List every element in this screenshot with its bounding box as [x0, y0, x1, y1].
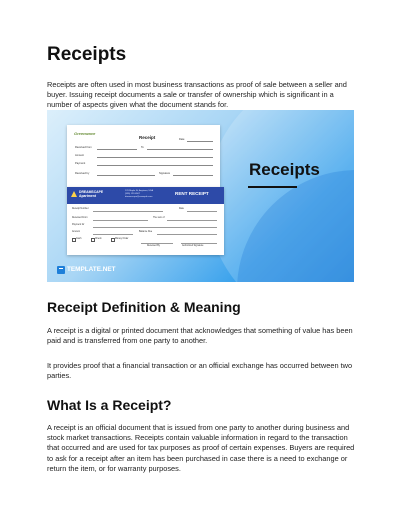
rent-line — [181, 243, 217, 244]
payment-method-label: Cash — [76, 238, 82, 240]
rent-line — [93, 227, 217, 228]
hero-title-underline — [248, 186, 297, 188]
intro-paragraph: Receipts are often used in most business transactions as proof of sale between a seller and buyer. Issuing receipt documents a sale or transfer of ownership which is significant in a number of aspects given what the document stands for. — [47, 80, 347, 110]
address-line: (555) 123-4567 — [125, 193, 140, 195]
receipt-brand: Greenwave — [74, 131, 96, 136]
rent-field-label: Balance Due — [139, 231, 153, 233]
company-address — [125, 190, 153, 199]
rent-receipt-preview — [67, 187, 224, 255]
rent-field-label: Date — [179, 208, 184, 210]
receipt-title: Receipt — [139, 135, 156, 140]
address-line: 123 Maple St, Anytown, USA — [125, 190, 154, 192]
definition-paragraph-1: A receipt is a digital or printed document that acknowledges that something of value has been paid and is transferred from one party to another. — [47, 326, 353, 346]
rent-line — [93, 234, 133, 235]
page-title: Receipts — [47, 44, 127, 65]
payment-method-label: Money Order — [115, 238, 129, 240]
receipt-line — [173, 175, 213, 176]
address-line: dreamscape@example.com — [125, 196, 153, 198]
rent-field-label: Payment for — [72, 224, 85, 226]
receipt-to-label: To — [141, 146, 144, 149]
receipt-field-label: Amount — [75, 154, 84, 157]
template-logo-icon — [57, 266, 65, 274]
sign-label: Authorized Signature — [182, 244, 204, 247]
receipt-line — [97, 175, 155, 176]
company-name — [79, 190, 103, 198]
payment-method-label: Check — [95, 238, 102, 240]
rent-receipt-title: RENT RECEIPT — [175, 191, 209, 196]
receipt-field-label: Received from — [75, 146, 92, 149]
definition-paragraph-2: It provides proof that a financial transaction or an official exchange has occurred between two parties. — [47, 361, 353, 381]
company-name-line1: DREAMSCAPE — [79, 190, 104, 194]
rent-field-label: The sum of — [153, 217, 165, 219]
receipt-field-label: Payment — [75, 162, 86, 165]
rent-field-label: Amount — [72, 231, 80, 233]
receipt-line — [97, 149, 137, 150]
rent-field-label: Received From — [72, 217, 88, 219]
rent-line — [157, 234, 217, 235]
receipt-line — [97, 157, 213, 158]
rent-line — [141, 243, 173, 244]
rent-line — [93, 211, 163, 212]
receipt-line — [97, 165, 213, 166]
receipt-line — [187, 141, 213, 142]
rent-field-label: Receipt Number — [72, 208, 89, 210]
company-name-line2: Apartment — [79, 194, 96, 199]
rent-line — [93, 220, 148, 221]
section-heading-definition: Receipt Definition & Meaning — [47, 299, 241, 315]
receipt-date-label: Date — [179, 138, 185, 141]
hero-image — [47, 110, 354, 282]
template-logo-text: TEMPLATE.NET — [67, 266, 116, 273]
receipt-field-label: Received by — [75, 172, 90, 175]
rent-receipt-header — [67, 187, 224, 204]
sign-label: Received By — [147, 244, 160, 247]
receipt-preview-1 — [67, 125, 220, 187]
receipt-signature-label: Signature — [159, 172, 171, 175]
receipt-line — [147, 149, 213, 150]
what-is-paragraph: A receipt is an official document that is issued from one party to another during business and stock market transactions. Receipts contain valuable information in regard to the transaction that occurred and are used for tax purposes as proof of certain expenses. Buyers are required to ask for a receipt after an item has been purchased in case there is a need to exchange or return the item, or for warranty purposes. — [47, 423, 355, 473]
section-heading-what-is: What Is a Receipt? — [47, 397, 172, 413]
rent-line — [167, 220, 217, 221]
company-logo-icon — [71, 191, 77, 197]
hero-title: Receipts — [249, 160, 320, 179]
rent-line — [187, 211, 217, 212]
